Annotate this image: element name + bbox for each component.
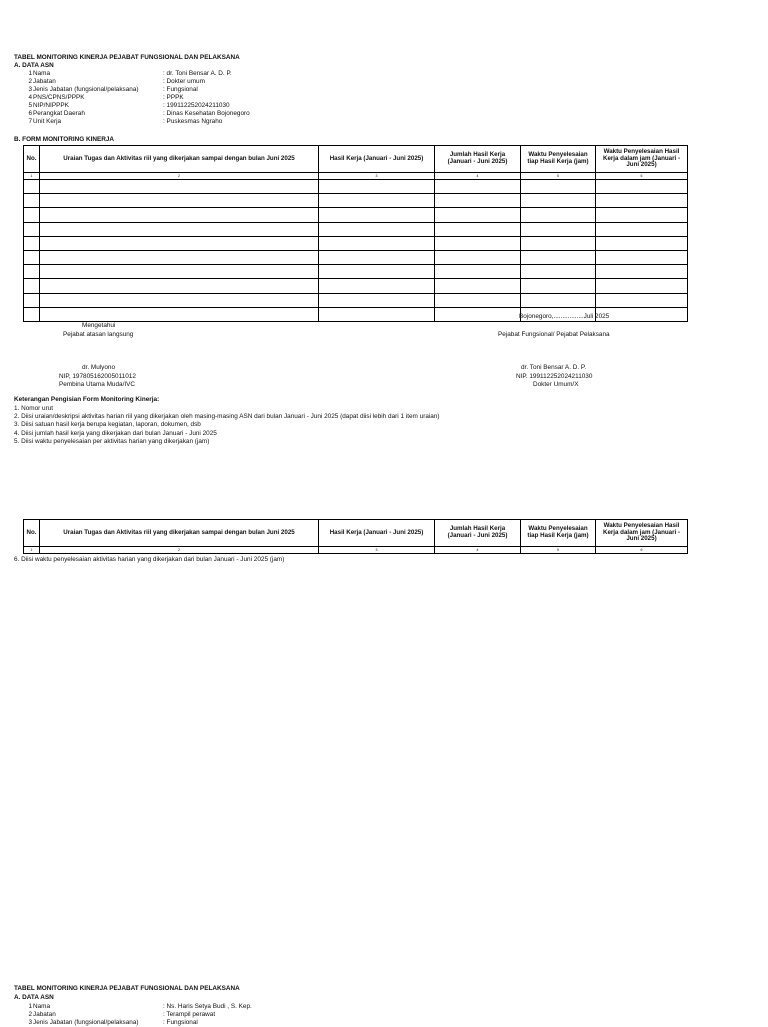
asn-row-label: Perangkat Daerah <box>33 110 85 117</box>
table-cell[interactable] <box>319 293 435 307</box>
asn-row-num: 2 <box>28 1011 32 1018</box>
asn-row-num: 7 <box>28 118 32 125</box>
table-cell[interactable] <box>40 265 319 279</box>
table-row <box>24 293 688 307</box>
col-header-uraian: Uraian Tugas dan Aktivitas riil yang dikerjakan sampai dengan bulan Juni 2025 <box>40 146 319 173</box>
table-cell[interactable] <box>319 265 435 279</box>
right-signatory-name: dr. Toni Bensar A. D. P. <box>521 364 587 371</box>
table-cell[interactable] <box>521 222 596 236</box>
table-row <box>24 222 688 236</box>
index-cell: 4 <box>435 173 521 180</box>
col-header-jumlah: Jumlah Hasil Kerja (Januari - Juni 2025) <box>435 520 521 547</box>
index-cell: 2 <box>40 547 319 554</box>
asn-row-value: : 199112252024211030 <box>163 102 230 109</box>
asn-row-label: Nama <box>33 1003 51 1010</box>
section-b-heading: B. FORM MONITORING KINERJA <box>14 136 115 143</box>
table-cell[interactable] <box>435 307 521 321</box>
asn-row-num: 3 <box>28 1019 32 1026</box>
table-cell[interactable] <box>435 265 521 279</box>
table-row <box>24 265 688 279</box>
right-caption: Pejabat Fungsional/ Pejabat Pelaksana <box>498 331 610 338</box>
left-signatory-nip: NIP, 197805162005011012 <box>59 373 136 380</box>
table-cell[interactable] <box>319 194 435 208</box>
table-cell[interactable] <box>596 222 688 236</box>
col-header-waktu-tiap: Waktu Penyelesaian tiap Hasil Kerja (jam) <box>521 146 596 173</box>
table-cell[interactable] <box>596 265 688 279</box>
table-cell[interactable] <box>40 222 319 236</box>
table-cell[interactable] <box>319 208 435 222</box>
asn-row-label: Jenis Jabatan (fungsional/pelaksana) <box>33 1019 139 1026</box>
table-cell[interactable] <box>24 236 40 250</box>
table-cell[interactable] <box>24 307 40 321</box>
table-cell[interactable] <box>40 250 319 264</box>
asn-row-value: : Dokter umum <box>163 78 205 85</box>
asn-row-value: : Puskesmas Ngraho <box>163 118 223 125</box>
table-cell[interactable] <box>40 208 319 222</box>
asn-row-num: 1 <box>28 1003 32 1010</box>
asn-row-value: : Fungsional <box>163 1019 198 1026</box>
asn-row-value: : Dinas Kesehatan Bojonegoro <box>163 110 250 117</box>
place-date: Bojonegoro,.................Juli 2025 <box>519 313 610 320</box>
table-cell[interactable] <box>24 250 40 264</box>
table-row <box>24 194 688 208</box>
asn-row-label: Jabatan <box>33 78 56 85</box>
page2-section-a-heading: A. DATA ASN <box>14 994 54 1001</box>
table-cell[interactable] <box>521 208 596 222</box>
asn-row-label: Jenis Jabatan (fungsional/pelaksana) <box>33 86 139 93</box>
index-cell: 4 <box>435 547 521 554</box>
table-cell[interactable] <box>435 279 521 293</box>
left-caption-mengetahui: Mengetahui <box>82 322 116 329</box>
col-header-waktu-tiap: Waktu Penyelesaian tiap Hasil Kerja (jam) <box>521 520 596 547</box>
col-header-no: No. <box>24 520 40 547</box>
col-header-jumlah: Jumlah Hasil Kerja (Januari - Juni 2025) <box>435 146 521 173</box>
table-cell[interactable] <box>24 279 40 293</box>
left-signatory-rank: Pembina Utama Muda/IVC <box>59 381 136 388</box>
asn-row-label: NIP/NIPPPK <box>33 102 69 109</box>
index-cell: 1 <box>24 173 40 180</box>
note-item: 2. Diisi uraian/deskripsi aktivitas harian riil yang dikerjakan oleh masing-masing ASN dari bulan Januari - Juni 2025 (dapat diisi lebih dari 1 item uraian) <box>14 413 440 420</box>
table-cell[interactable] <box>521 194 596 208</box>
index-cell: 3 <box>319 547 435 554</box>
table-row <box>24 180 688 194</box>
table-cell[interactable] <box>40 236 319 250</box>
left-caption-atasan: Pejabat atasan langsung <box>63 331 134 338</box>
table-cell[interactable] <box>521 293 596 307</box>
table-cell[interactable] <box>319 307 435 321</box>
col-header-waktu-total: Waktu Penyelesaian Hasil Kerja dalam jam (Januari - Juni 2025) <box>596 146 688 173</box>
table-cell[interactable] <box>319 222 435 236</box>
col-header-hasil-kerja: Hasil Kerja (Januari - Juni 2025) <box>319 146 435 173</box>
table-cell[interactable] <box>40 194 319 208</box>
table-cell[interactable] <box>24 208 40 222</box>
asn-row-num: 5 <box>28 102 32 109</box>
asn-row-label: Nama <box>33 70 51 77</box>
table-cell[interactable] <box>40 293 319 307</box>
table-cell[interactable] <box>596 208 688 222</box>
page-title: TABEL MONITORING KINERJA PEJABAT FUNGSIONAL DAN PELAKSANA <box>14 54 240 61</box>
table-header-row <box>24 146 688 173</box>
table-cell[interactable] <box>319 236 435 250</box>
asn-row-num: 3 <box>28 86 32 93</box>
section-a-heading: A. DATA ASN <box>14 62 54 69</box>
table-cell[interactable] <box>521 279 596 293</box>
note-item: 3. Diisi satuan hasil kerja berupa kegiatan, laporan, dokumen, dsb <box>14 421 201 428</box>
table-cell[interactable] <box>521 250 596 264</box>
table-index-row <box>24 547 688 554</box>
note-item: 4. Diisi jumlah hasil kerja yang dikerjakan dari bulan Januari - Juni 2025 <box>14 430 217 437</box>
asn-row-label: Jabatan <box>33 1011 56 1018</box>
table-cell[interactable] <box>435 250 521 264</box>
asn-row-num: 4 <box>28 94 32 101</box>
table-cell[interactable] <box>24 265 40 279</box>
table-cell[interactable] <box>596 307 688 321</box>
asn-row-value: : PPPK <box>163 94 184 101</box>
table-cell[interactable] <box>40 307 319 321</box>
table-row <box>24 236 688 250</box>
table-cell[interactable] <box>596 279 688 293</box>
table-cell[interactable] <box>40 279 319 293</box>
right-signatory-rank: Dokter Umum/X <box>533 381 579 388</box>
monitoring-table-continued <box>23 519 688 554</box>
asn-row-num: 2 <box>28 78 32 85</box>
col-header-no: No. <box>24 146 40 173</box>
table-cell[interactable] <box>435 180 521 194</box>
asn-row-value: : dr. Toni Bensar A. D. P. <box>163 70 232 77</box>
table-index-row <box>24 173 688 180</box>
table-cell[interactable] <box>319 180 435 194</box>
table-cell[interactable] <box>435 208 521 222</box>
monitoring-table <box>23 145 688 322</box>
table-cell[interactable] <box>435 236 521 250</box>
right-signatory-nip: NIP. 199112252024211030 <box>516 373 593 380</box>
index-cell: 5 <box>521 173 596 180</box>
note-item-6: 6. Diisi waktu penyelesaian aktivitas harian yang dikerjakan dari bulan Januari - Juni 2025 (jam) <box>14 556 285 563</box>
table-header-row <box>24 520 688 547</box>
table-cell[interactable] <box>521 180 596 194</box>
col-header-waktu-total: Waktu Penyelesaian Hasil Kerja dalam jam (Januari - Juni 2025) <box>596 520 688 547</box>
index-cell: 6 <box>596 547 688 554</box>
table-cell[interactable] <box>435 194 521 208</box>
asn-row-num: 1 <box>28 70 32 77</box>
table-cell[interactable] <box>596 293 688 307</box>
index-cell: 6 <box>596 173 688 180</box>
asn-row-value: : Terampil perawat <box>163 1011 216 1018</box>
table-cell[interactable] <box>435 222 521 236</box>
table-cell[interactable] <box>40 180 319 194</box>
table-cell[interactable] <box>596 250 688 264</box>
table-cell[interactable] <box>24 293 40 307</box>
index-cell: 5 <box>521 547 596 554</box>
page2-title: TABEL MONITORING KINERJA PEJABAT FUNGSIONAL DAN PELAKSANA <box>14 985 240 992</box>
asn-row-label: PNS/CPNS/PPPK <box>33 94 85 101</box>
asn-row-label: Unit Kerja <box>33 118 62 125</box>
asn-row-value: : Fungsional <box>163 86 198 93</box>
table-cell[interactable] <box>24 180 40 194</box>
table-row <box>24 250 688 264</box>
table-cell[interactable] <box>521 265 596 279</box>
notes-title: Keterangan Pengisian Form Monitoring Kinerja: <box>14 396 160 403</box>
note-item: 1. Nomor urut <box>14 405 54 412</box>
table-cell[interactable] <box>24 194 40 208</box>
col-header-uraian: Uraian Tugas dan Aktivitas riil yang dikerjakan sampai dengan bulan Juni 2025 <box>40 520 319 547</box>
table-cell[interactable] <box>319 250 435 264</box>
index-cell: 1 <box>24 547 40 554</box>
table-cell[interactable] <box>435 293 521 307</box>
table-cell[interactable] <box>596 194 688 208</box>
table-cell[interactable] <box>596 236 688 250</box>
table-cell[interactable] <box>521 236 596 250</box>
index-cell: 3 <box>319 173 435 180</box>
left-signatory-name: dr. Mulyono <box>82 364 116 371</box>
table-cell[interactable] <box>24 222 40 236</box>
table-cell[interactable] <box>596 180 688 194</box>
index-cell: 2 <box>40 173 319 180</box>
asn-row-num: 6 <box>28 110 32 117</box>
col-header-hasil-kerja: Hasil Kerja (Januari - Juni 2025) <box>319 520 435 547</box>
asn-row-value: : Ns. Haris Setya Budi , S. Kep. <box>163 1003 252 1010</box>
table-cell[interactable] <box>319 279 435 293</box>
table-row <box>24 279 688 293</box>
note-item: 5. Diisi waktu penyelesaian per aktivitas harian yang dikerjakan (jam) <box>14 438 210 445</box>
table-row <box>24 208 688 222</box>
